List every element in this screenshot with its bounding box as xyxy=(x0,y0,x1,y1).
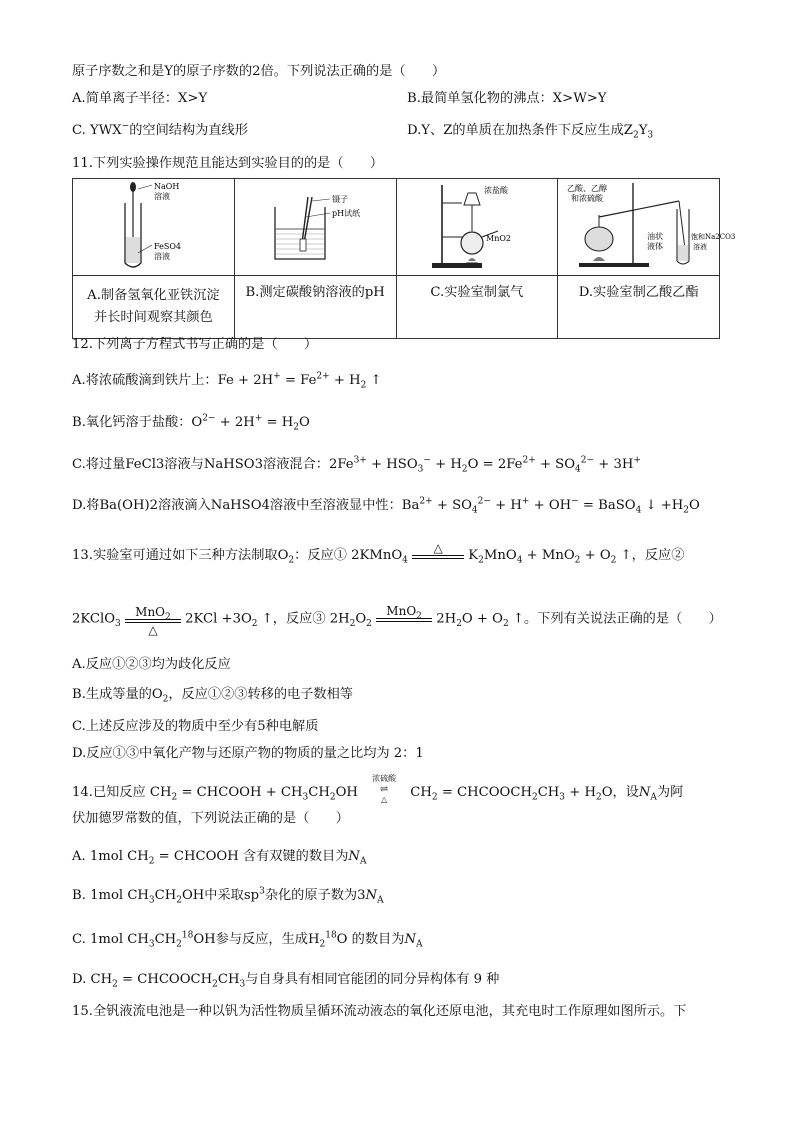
conc-hcl-label: 浓盐酸 xyxy=(483,186,508,195)
q10-stem-tail: 原子序数之和是Y的原子序数的2倍。下列说法正确的是（ ） xyxy=(72,64,446,79)
q10-option-d: D.Y、Z的单质在加热条件下反应生成$Z_2Y_3$ xyxy=(407,123,654,141)
chlorine-setup-diagram xyxy=(402,179,552,271)
tweezers-label: 镊子 xyxy=(332,195,349,204)
q10-option-a: A.简单离子半径：X>Y xyxy=(72,91,208,106)
svg-text:液体: 液体 xyxy=(646,242,663,251)
q14-stem-line2: 伏加德罗常数的值，下列说法正确的是（ ） xyxy=(72,811,349,826)
naoh-label: NaOH xyxy=(154,182,180,191)
test-tube-dropper-diagram xyxy=(78,179,228,271)
q13-option-a: A.反应①②③均为歧化反应 xyxy=(72,657,231,672)
feso4-label: FeSO4 xyxy=(154,242,182,251)
q14-option-b: B. 1mol $CH_3CH_2OH$中采取$sp^3$杂化的原子数为$3N_A$ xyxy=(72,886,384,906)
svg-text:溶液: 溶液 xyxy=(692,243,707,251)
q13-option-c: C.上述反应涉及的物质中至少有5种电解质 xyxy=(72,719,319,734)
acid-alcohol-label: 乙酸、乙醇 xyxy=(566,184,607,193)
q11-caption-d: D.实验室制乙酸乙酯 xyxy=(558,276,720,339)
q11-figure-c xyxy=(396,179,558,276)
q10-option-b: B.最简单氢化物的沸点：X>W>Y xyxy=(407,91,607,106)
svg-text:溶液: 溶液 xyxy=(154,252,171,261)
q14-option-c: C. 1mol $CH_3CH_2^{18}OH$参与反应，生成$H_2^{18}O$ 的数目为$N_A$ xyxy=(72,930,423,950)
q13-stem-line1: 13.实验室可通过如下三种方法制取$O_2$：反应① 2KMnO$_4$ △ $K_2MnO_4 + MnO_2 + O_2$ ↑，反应② xyxy=(72,540,685,566)
na2co3-label: 饱和Na2CO3 xyxy=(690,233,735,241)
svg-text:溶液: 溶液 xyxy=(154,192,171,201)
q13-option-d: D.反应①③中氧化产物与还原产物的物质的量之比均为 2：1 xyxy=(72,746,424,761)
q12-option-b: B.氧化钙溶于盐酸：$O^{2-} + 2H^+ = H_2O$ xyxy=(72,413,310,433)
mno2-label: MnO2 xyxy=(485,234,511,243)
ester-setup-diagram xyxy=(559,179,735,271)
q11-figure-d xyxy=(558,179,735,276)
q10-option-c: C. YWX−的空间结构为直线形 xyxy=(72,121,248,138)
q13-stem-line2: 2KClO$_3$ $\frac{MnO_2}{\triangle}$ $2KCl +3O_2$ ↑，反应③ $2H_2O_2$ MnO$_2$ $2H_2O + O_2$ ↑。下列有关说法正确的是（ ） xyxy=(72,604,722,637)
q12-option-a: A.将浓硫酸滴到铁片上：$Fe + 2H^+ = Fe^{2+} + H_2$ ↑ xyxy=(72,371,382,391)
q12-option-d: D.将Ba(OH)2溶液滴入NaHSO4溶液中至溶液显中性：$Ba^{2+} + SO_4^{2-} + H^+ + OH^-$ = BaSO$_4$ ↓ $+H_2O$ xyxy=(72,496,700,516)
q13-option-b: B.生成等量的$O_2$，反应①②③转移的电子数相等 xyxy=(72,687,353,705)
q14-option-d: D. $CH_2$ = $CHCOOCH_2CH_3$与自身具有相同官能团的同分异构体有 9 种 xyxy=(72,972,500,990)
q11-caption-a: A.制备氢氧化亚铁沉淀 并长时间观察其颜色 xyxy=(73,276,235,339)
q14-stem-line1: 14.已知反应 $CH_2$ = CHCOOH + $CH_3CH_2OH$ 浓硫酸 ⇌ △ $CH_2$ = $CHCOOCH_2CH_3 + H_2O$，设$N_A$为阿 xyxy=(72,774,684,804)
q12-stem: 12.下列离子方程式书写正确的是（ ） xyxy=(72,337,318,352)
q14-option-a: A. 1mol $CH_2$ = CHCOOH 含有双键的数目为$N_A$ xyxy=(72,849,367,867)
q12-option-c: C.将过量FeCl3溶液与NaHSO3溶液混合：$2Fe^{3+} + HSO_3^- + H_2O = 2Fe^{2+} + SO_4^{2-} + 3H^+$ xyxy=(72,455,641,475)
q11-stem: 11.下列实验操作规范且能达到实验目的的是（ ） xyxy=(72,156,384,171)
q11-figure-a xyxy=(73,179,235,276)
oily-liquid-label: 油状 xyxy=(646,232,663,241)
beaker-ph-diagram xyxy=(240,179,390,271)
ph-paper-label: pH试纸 xyxy=(332,209,361,218)
q11-caption-b: B.测定碳酸钠溶液的pH xyxy=(234,276,396,339)
q11-figure-b xyxy=(234,179,396,276)
q15-stem: 15.全钒液流电池是一种以钒为活性物质呈循环流动液态的氧化还原电池，其充电时工作原理如图所示。下 xyxy=(72,1004,687,1019)
svg-text:和浓硫酸: 和浓硫酸 xyxy=(570,194,603,203)
q11-experiment-table xyxy=(72,178,735,339)
q11-caption-c: C.实验室制氯气 xyxy=(396,276,558,339)
